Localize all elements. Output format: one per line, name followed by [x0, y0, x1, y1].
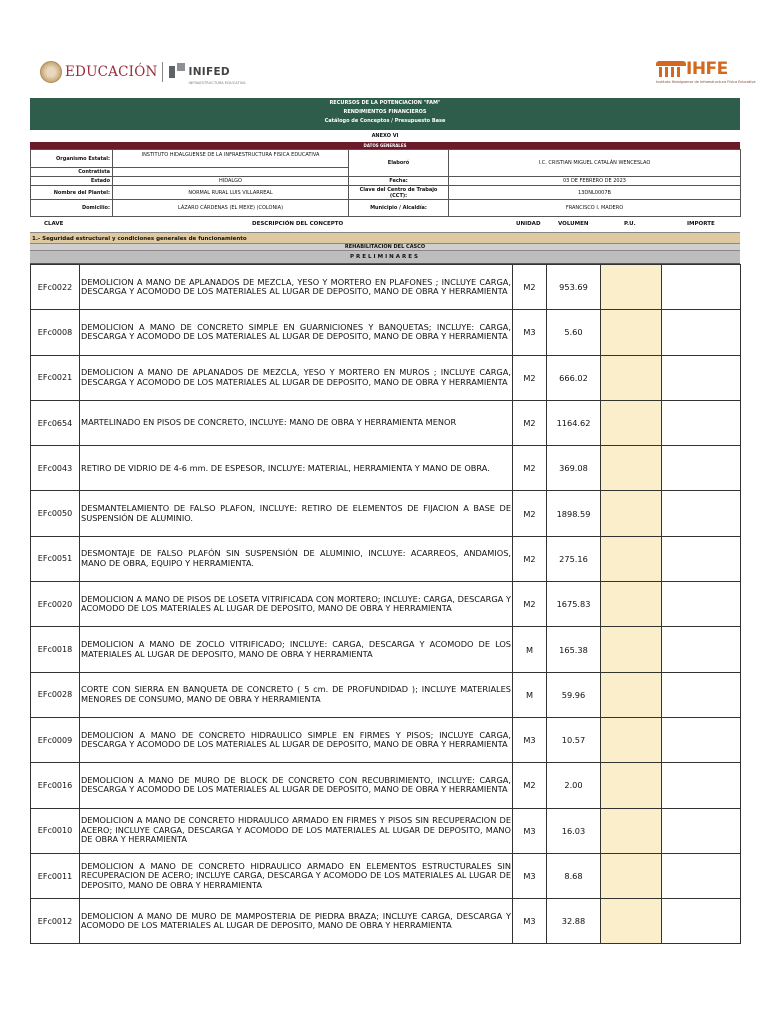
organismo-label: Organismo Estatal: [31, 150, 113, 168]
table-row [31, 582, 741, 627]
item-unidad: M2 [513, 355, 547, 400]
concepts-table [30, 264, 741, 944]
fecha-label: Fecha: [349, 177, 449, 186]
item-descripcion: DEMOLICION A MANO DE CONCRETO HIDRAULICO SIMPLE EN FIRMES Y PISOS; INCLUYE CARGA, DESCARGA Y ACOMODO DE LOS MATERIALES AL LUGAR DE DEPOSITO, MANO DE OBRA Y HERRAMIENTA [80, 717, 513, 762]
plantel-label: Nombre del Plantel: [31, 186, 113, 200]
item-descripcion: DEMOLICION A MANO DE MURO DE MAMPOSTERIA DE PIEDRA BRAZA; INCLUYE CARGA, DESCARGA Y ACOMODO DE LOS MATERIALES AL LUGAR DE DEPOSITO, MANO DE OBRA Y HERRAMIENTA [80, 899, 513, 944]
item-importe [662, 491, 741, 536]
item-importe [662, 400, 741, 445]
item-unidad: M3 [513, 899, 547, 944]
item-importe [662, 582, 741, 627]
item-clave: EFc0051 [31, 536, 80, 581]
item-pu [601, 899, 662, 944]
logo-divider [162, 62, 163, 82]
item-volumen: 275.16 [547, 536, 601, 581]
plantel-value: NORMAL RURAL LUIS VILLARREAL [113, 186, 349, 200]
item-descripcion: DEMOLICION A MANO DE APLANADOS DE MEZCLA, YESO Y MORTERO EN MUROS ; INCLUYE CARGA, DESCARGA Y ACOMODO DE LOS MATERIALES AL LUGAR DE DEPOSITO, MANO DE OBRA Y HERRAMIENTA [80, 355, 513, 400]
inifed-subtitle: INFRAESTRUCTURA EDUCATIVA [188, 80, 246, 85]
datos-generales-bar: DATOS GENERALES [30, 142, 740, 149]
item-volumen: 165.38 [547, 627, 601, 672]
column-headers [30, 217, 740, 232]
column-header-unidad: UNIDAD [516, 221, 541, 227]
table-row [31, 853, 741, 898]
item-volumen: 1164.62 [547, 400, 601, 445]
column-header-pu: P.U. [624, 221, 636, 227]
item-unidad: M [513, 672, 547, 717]
item-unidad: M2 [513, 763, 547, 808]
municipio-value: FRANCISCO I. MADERO [449, 200, 741, 217]
item-volumen: 666.02 [547, 355, 601, 400]
item-pu [601, 491, 662, 536]
item-clave: EFc0018 [31, 627, 80, 672]
item-pu [601, 808, 662, 853]
item-clave: EFc0020 [31, 582, 80, 627]
inifed-logo-text [188, 60, 245, 85]
header-line-3: Catálogo de Conceptos / Presupuesto Base [324, 118, 446, 124]
column-header-volumen: VOLUMEN [558, 221, 589, 227]
elaboro-value: I.C. CRISTIAN MIGUEL CATALÁN WENCESLAO [449, 150, 741, 177]
item-descripcion: DEMOLICION A MANO DE PISOS DE LOSETA VITRIFICADA CON MORTERO; INCLUYE: CARGA, DESCARGA Y ACOMODO DE LOS MATERIALES AL LUGAR DE DEPOSITO, MANO DE OBRA Y HERRAMIENTA [80, 582, 513, 627]
educacion-inifed-logo [40, 58, 246, 86]
item-descripcion: RETIRO DE VIDRIO DE 4-6 mm. DE ESPESOR, INCLUYE: MATERIAL, HERRAMIENTA Y MANO DE OBRA. [80, 446, 513, 491]
item-clave: EFc0021 [31, 355, 80, 400]
elaboro-label: Elaboró [349, 150, 449, 177]
item-volumen: 369.08 [547, 446, 601, 491]
item-volumen: 1675.83 [547, 582, 601, 627]
table-row [31, 899, 741, 944]
item-volumen: 32.88 [547, 899, 601, 944]
item-pu [601, 672, 662, 717]
domicilio-value: LÁZARO CÁRDENAS (EL MEXE) (COLONIA) [113, 200, 349, 217]
item-volumen: 953.69 [547, 265, 601, 310]
inifed-mark-icon [168, 63, 186, 81]
item-unidad: M2 [513, 446, 547, 491]
item-volumen: 16.03 [547, 808, 601, 853]
contratista-label: Contratista [31, 168, 113, 177]
ihfe-name: IHFE [686, 59, 728, 79]
item-volumen: 2.00 [547, 763, 601, 808]
item-importe [662, 899, 741, 944]
item-volumen: 5.60 [547, 310, 601, 355]
item-importe [662, 717, 741, 762]
table-row [31, 310, 741, 355]
item-unidad: M2 [513, 582, 547, 627]
section-title: 1.- Seguridad estructural y condiciones generales de funcionamiento [30, 232, 740, 244]
table-row [31, 763, 741, 808]
item-clave: EFc0009 [31, 717, 80, 762]
table-row [31, 808, 741, 853]
item-importe [662, 627, 741, 672]
item-importe [662, 853, 741, 898]
item-pu [601, 310, 662, 355]
building-columns-icon [659, 67, 683, 77]
table-row [31, 536, 741, 581]
table-row [31, 355, 741, 400]
item-volumen: 10.57 [547, 717, 601, 762]
section-subtitle: REHABILITACION DEL CASCO [30, 244, 740, 251]
table-row [31, 491, 741, 536]
item-descripcion: DEMOLICION A MANO DE APLANADOS DE MEZCLA, YESO Y MORTERO EN PLAFONES ; INCLUYE CARGA, DESCARGA Y ACOMODO DE LOS MATERIALES AL LUGAR DE DEPOSITO, MANO DE OBRA Y HERRAMIENTA [80, 265, 513, 310]
item-pu [601, 400, 662, 445]
domicilio-label: Domicilio: [31, 200, 113, 217]
contratista-value [113, 168, 349, 177]
item-importe [662, 808, 741, 853]
item-pu [601, 265, 662, 310]
table-row [31, 265, 741, 310]
item-descripcion: DEMOLICION A MANO DE MURO DE BLOCK DE CONCRETO CON RECUBRIMIENTO, INCLUYE: CARGA, DESCARGA Y ACOMODO DE LOS MATERIALES AL LUGAR DE DEPOSITO, MANO DE OBRA Y HERRAMIENTA [80, 763, 513, 808]
general-data-table [30, 149, 741, 217]
table-row [31, 627, 741, 672]
column-header-descripcion: DESCRIPCIÓN DEL CONCEPTO [252, 221, 344, 227]
item-unidad: M3 [513, 310, 547, 355]
ihfe-logo [656, 58, 756, 88]
estado-value: HIDALGO [113, 177, 349, 186]
item-unidad: M2 [513, 400, 547, 445]
item-clave: EFc0010 [31, 808, 80, 853]
item-unidad: M3 [513, 717, 547, 762]
item-clave: EFc0043 [31, 446, 80, 491]
item-descripcion: DEMOLICION A MANO DE CONCRETO HIDRAULICO ARMADO EN FIRMES Y PISOS SIN RECUPERACION DE ACERO; INCLUYE CARGA, DESCARGA Y ACOMODO DE LOS MATERIALES AL LUGAR DE DEPOSITO, MANO DE OBRA Y HERRAMIENTA [80, 808, 513, 853]
item-pu [601, 627, 662, 672]
column-header-clave: CLAVE [44, 221, 64, 227]
item-unidad: M2 [513, 536, 547, 581]
estado-label: Estado [31, 177, 113, 186]
table-row [31, 717, 741, 762]
item-descripcion: MARTELINADO EN PISOS DE CONCRETO, INCLUYE: MANO DE OBRA Y HERRAMIENTA MENOR [80, 400, 513, 445]
item-importe [662, 672, 741, 717]
item-clave: EFc0011 [31, 853, 80, 898]
item-descripcion: DEMOLICION A MANO DE CONCRETO SIMPLE EN GUARNICIONES Y BANQUETAS; INCLUYE: CARGA, DESCARGA Y ACOMODO DE LOS MATERIALES AL LUGAR DE DEPOSITO, MANO DE OBRA Y HERRAMIENTA [80, 310, 513, 355]
item-importe [662, 310, 741, 355]
item-importe [662, 446, 741, 491]
cct-value: 13DNL0007B [449, 186, 741, 200]
table-row [31, 400, 741, 445]
fecha-value: 03 DE FEBRERO DE 2023 [449, 177, 741, 186]
organismo-value: INSTITUTO HIDALGUENSE DE LA INFRAESTRUCTURA FISICA EDUCATIVA [113, 150, 349, 168]
item-importe [662, 536, 741, 581]
item-descripcion: DESMANTELAMIENTO DE FALSO PLAFON, INCLUYE: RETIRO DE ELEMENTOS DE FIJACION A BASE DE SUSPENSIÓN DE ALUMINIO. [80, 491, 513, 536]
item-unidad: M3 [513, 808, 547, 853]
item-pu [601, 717, 662, 762]
item-unidad: M2 [513, 265, 547, 310]
table-row [31, 672, 741, 717]
item-clave: EFc0022 [31, 265, 80, 310]
item-pu [601, 582, 662, 627]
inifed-name: INIFED [188, 65, 230, 78]
item-clave: EFc0050 [31, 491, 80, 536]
table-row [31, 446, 741, 491]
item-pu [601, 763, 662, 808]
item-unidad: M3 [513, 853, 547, 898]
item-descripcion: DEMOLICION A MANO DE ZOCLO VITRIFICADO; INCLUYE: CARGA, DESCARGA Y ACOMODO DE LOS MATERIALES AL LUGAR DE DEPOSITO, MANO DE OBRA Y HERRAMIENTA [80, 627, 513, 672]
header-line-1: RECURSOS DE LA POTENCIACION "FAM" [329, 100, 441, 106]
item-descripcion: DEMOLICION A MANO DE CONCRETO HIDRAULICO ARMADO EN ELEMENTOS ESTRUCTURALES SIN RECUPERACION DE ACERO; INCLUYE CARGA, DESCARGA Y ACOMODO DE LOS MATERIALES AL LUGAR DE DEPOSITO, MANO DE OBRA Y HERRAMIENTA [80, 853, 513, 898]
government-seal-icon [40, 61, 62, 83]
item-clave: EFc0012 [31, 899, 80, 944]
cct-label: Clave del Centro de Trabajo (CCT): [349, 186, 449, 200]
ihfe-subtitle: Instituto Hidalguense de Infraestructura Física Educativa [656, 80, 756, 84]
item-pu [601, 536, 662, 581]
anexo-title: ANEXO VI [371, 133, 399, 139]
document-header [30, 98, 740, 130]
educacion-logo-text: EDUCACIÓN [65, 64, 158, 80]
item-pu [601, 355, 662, 400]
item-volumen: 1898.59 [547, 491, 601, 536]
item-pu [601, 853, 662, 898]
column-header-importe: IMPORTE [687, 221, 715, 227]
item-clave: EFc0028 [31, 672, 80, 717]
item-clave: EFc0016 [31, 763, 80, 808]
item-importe [662, 355, 741, 400]
item-descripcion: CORTE CON SIERRA EN BANQUETA DE CONCRETO ( 5 cm. DE PROFUNDIDAD ); INCLUYE MATERIALES MENORES DE CONSUMO, MANO DE OBRA Y HERRAMIENTA [80, 672, 513, 717]
item-descripcion: DESMONTAJE DE FALSO PLAFÓN SIN SUSPENSIÓN DE ALUMINIO, INCLUYE: ACARREOS, ANDAMIOS, MANO DE OBRA, EQUIPO Y HERRAMIENTA. [80, 536, 513, 581]
item-volumen: 8.68 [547, 853, 601, 898]
item-clave: EFc0654 [31, 400, 80, 445]
item-pu [601, 446, 662, 491]
item-importe [662, 763, 741, 808]
municipio-label: Municipio / Alcaldía: [349, 200, 449, 217]
item-unidad: M2 [513, 491, 547, 536]
header-line-2: RENDIMIENTOS FINANCIEROS [343, 109, 427, 115]
item-volumen: 59.96 [547, 672, 601, 717]
item-importe [662, 265, 741, 310]
item-clave: EFc0008 [31, 310, 80, 355]
item-unidad: M [513, 627, 547, 672]
group-title: PRELIMINARES [30, 251, 740, 264]
